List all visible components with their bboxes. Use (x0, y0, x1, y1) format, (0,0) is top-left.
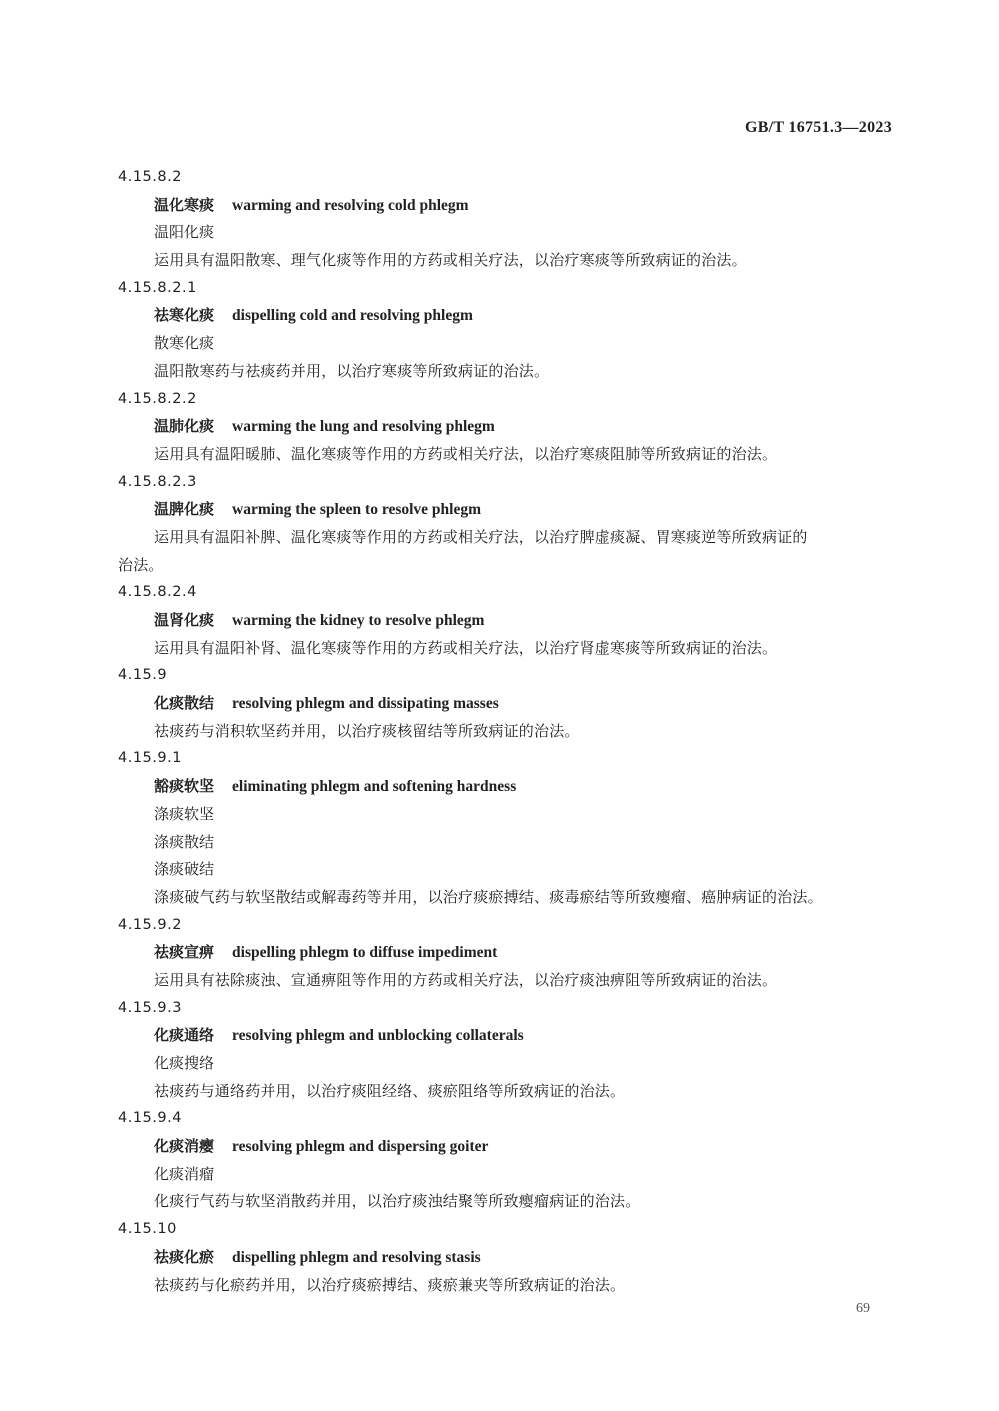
entry-number: 4.15.9.4 (118, 1110, 182, 1127)
english-term: warming the lung and resolving phlegm (232, 418, 495, 436)
definition-text: 运用具有温阳散寒、理气化痰等作用的方药或相关疗法，以治疗寒痰等所致病证的治法。 (154, 251, 747, 270)
synonym: 涤痰散结 (154, 832, 215, 851)
definition-text: 运用具有温阳暖肺、温化寒痰等作用的方药或相关疗法，以治疗寒痰阻肺等所致病证的治法。 (154, 444, 778, 463)
english-term: eliminating phlegm and softening hardness (232, 778, 517, 796)
chinese-term: 温化寒痰 (154, 195, 215, 214)
chinese-term: 化痰散结 (154, 694, 215, 713)
english-term: dispelling cold and resolving phlegm (232, 307, 473, 325)
term-heading (118, 413, 908, 441)
english-term: resolving phlegm and unblocking collaterals (232, 1027, 524, 1045)
definition-text: 运用具有温阳补脾、温化寒痰等作用的方药或相关疗法，以治疗脾虚痰凝、胃寒痰逆等所致病证的 (154, 527, 808, 546)
entry-number: 4.15.10 (118, 1221, 177, 1238)
chinese-term: 祛寒化痰 (154, 306, 215, 325)
chinese-term: 化痰通络 (154, 1026, 215, 1045)
definition-text: 化痰行气药与软坚消散药并用，以治疗痰浊结聚等所致瘿瘤病证的治法。 (154, 1192, 641, 1211)
entry-number: 4.15.8.2.1 (118, 279, 197, 296)
page-number: 69 (856, 1301, 870, 1316)
definition-text: 治法。 (118, 555, 164, 574)
term-heading (118, 690, 908, 718)
chinese-term: 豁痰软坚 (154, 777, 215, 796)
term-heading (118, 607, 908, 635)
entry-number: 4.15.8.2.3 (118, 473, 197, 490)
term-heading (118, 496, 908, 524)
definition-text: 运用具有祛除痰浊、宣通痹阻等作用的方药或相关疗法，以治疗痰浊痹阻等所致病证的治法。 (154, 970, 778, 989)
chinese-term: 温脾化痰 (154, 500, 215, 519)
entry-number: 4.15.9.2 (118, 916, 182, 933)
entry-number: 4.15.8.2 (118, 169, 182, 185)
chinese-term: 化痰消瘿 (154, 1137, 215, 1156)
standard-code: GB/T 16751.3—2023 (744, 119, 892, 136)
english-term: warming the spleen to resolve phlegm (232, 501, 481, 519)
english-term: resolving phlegm and dispersing goiter (232, 1138, 489, 1156)
chinese-term: 温肾化痰 (154, 611, 215, 629)
definition-text: 温阳散寒药与祛痰药并用，以治疗寒痰等所致病证的治法。 (154, 361, 550, 380)
term-heading (118, 1022, 908, 1050)
synonym: 涤痰软坚 (154, 804, 215, 823)
term-heading (118, 1133, 908, 1161)
english-term: dispelling phlegm to diffuse impediment (232, 944, 498, 962)
english-term: warming and resolving cold phlegm (232, 196, 469, 214)
chinese-term: 温肺化痰 (154, 417, 215, 436)
term-heading (118, 773, 908, 801)
term-heading (118, 939, 908, 967)
synonym: 温阳化痰 (154, 223, 215, 242)
english-term: warming the kidney to resolve phlegm (232, 612, 485, 629)
synonym: 涤痰破结 (154, 860, 215, 879)
synonym: 散寒化痰 (154, 334, 215, 353)
english-term: dispelling phlegm and resolving stasis (232, 1248, 481, 1266)
english-term: resolving phlegm and dissipating masses (232, 695, 499, 713)
term-heading (118, 302, 908, 330)
definition-text: 祛痰药与消积软坚药并用，以治疗痰核留结等所致病证的治法。 (154, 721, 580, 740)
definition-text: 运用具有温阳补肾、温化寒痰等作用的方药或相关疗法，以治疗肾虚寒痰等所致病证的治法。 (154, 638, 778, 657)
entry-number: 4.15.8.2.2 (118, 390, 197, 407)
definition-text: 祛痰药与通络药并用，以治疗痰阻经络、痰瘀阻络等所致病证的治法。 (154, 1081, 626, 1100)
entry-number: 4.15.9.3 (118, 999, 182, 1016)
definition-text: 祛痰药与化瘀药并用，以治疗痰瘀搏结、痰瘀兼夹等所致病证的治法。 (154, 1275, 626, 1294)
definition-text: 涤痰破气药与软坚散结或解毒药等并用，以治疗痰瘀搏结、痰毒瘀结等所致瘿瘤、癌肿病证的治法。 (154, 887, 823, 906)
term-heading (118, 192, 908, 220)
term-entries (118, 164, 908, 1299)
chinese-term: 祛痰宣痹 (154, 943, 215, 962)
entry-number: 4.15.8.2.4 (118, 584, 197, 601)
chinese-term: 祛痰化瘀 (154, 1247, 215, 1266)
entry-number: 4.15.9 (118, 667, 168, 684)
term-heading (118, 1244, 908, 1272)
synonym: 化痰消瘤 (154, 1164, 215, 1183)
synonym: 化痰搜络 (154, 1054, 215, 1072)
entry-number: 4.15.9.1 (118, 750, 182, 767)
